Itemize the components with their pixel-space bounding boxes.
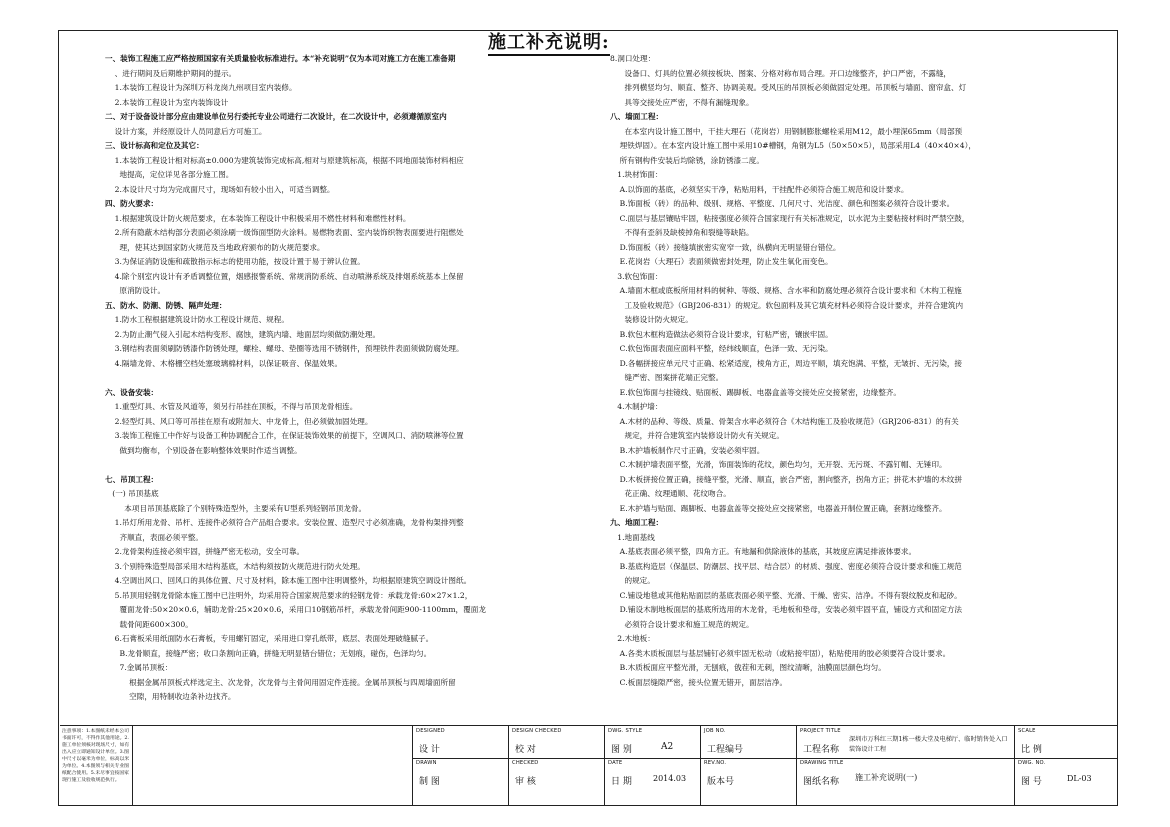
text-line: A.基底表面必须平整，四角方正。有地漏和供除液体的基底，其坡度应满足排液体要求。 <box>610 547 917 556</box>
text-line: C.面层与基层镶贴牢固，粘接强度必须符合国家现行有关标准规定，以水泥为主要粘接材料时严禁空鼓， <box>610 213 970 223</box>
text-line: E.花岗岩（大理石）表面须做密封处理，防止发生氧化而变色。 <box>610 257 833 266</box>
text-line: 4.除个别室内设计有矛盾调整位置，烟感报警系统、常规消防系统、自动喷淋系统及排烟系统基本上保留 <box>105 271 464 281</box>
text-line: 覆面龙骨:50×20×0.6，辅助龙骨:25×20×0.6，采用口10钢筋吊杆，承载龙骨间距900-1100mm，覆面龙 <box>105 605 486 614</box>
text-line: 6.石膏板采用纸面防水石膏板，专用螺钉固定，采用进口穿孔纸带，底层、表面处理破缝腻子。 <box>105 634 434 643</box>
text-line: 1.防水工程根据建筑设计防水工程设计规范、规程。 <box>105 315 289 324</box>
text-line: 2.为防止潮气侵入引起木结构变形、腐蚀，建筑内墙、地面层均须做防潮处理。 <box>105 329 381 339</box>
design-checked-cell: DESIGN CHECKED 校 对 <box>508 726 604 758</box>
text-line: 九、地面工程： <box>610 518 664 527</box>
designed-cell: DESIGNED 设 计 <box>412 726 508 758</box>
text-line: 7.金属吊顶板： <box>105 663 173 672</box>
text-line: 2.本装饰工程设计为室内装饰设计 <box>105 97 229 107</box>
text-line: 理，使其达到国家防火规范及当地政府颁布的防火规范要求。 <box>105 242 325 252</box>
text-line: 本项目吊顶基底除了个别特殊造型外，主要采有U型系列轻钢吊顶龙骨。 <box>105 503 367 513</box>
text-line: 设计方案，并经原设计人员同意后方可施工。 <box>105 126 267 136</box>
text-line: 根据金属吊顶板式样选定主、次龙骨，次龙骨与主骨间用固定件连接。金属吊顶板与四周墙面所留 <box>105 677 456 687</box>
text-line: 1.重型灯具、水管及风道等，须另行吊挂在顶板，不得与吊顶龙骨相连。 <box>105 402 358 411</box>
text-line: 3.钢结构表面须刷防锈漆作防锈处理，螺栓、螺母、垫圈等选用不锈钢件，预埋铁件表面须做防腐处理。 <box>105 344 464 353</box>
text-line: 1.根据建筑设计防火规范要求，在本装饰工程设计中积极采用不燃性材料和难燃性材料。 <box>105 213 411 223</box>
dwg-no-cell: DWG. NO. 图 号 DL-03 <box>1014 758 1117 806</box>
text-line: (一) 吊顶基底 <box>105 489 159 498</box>
text-line: 七、吊顶工程： <box>105 474 159 484</box>
text-line: 1.本装饰工程设计为深圳万科龙岗九州项目室内装修。 <box>105 83 297 92</box>
text-line: 5.吊顶用轻钢龙骨除本施工图中已注明外，均采用符合国家规范要求的轻钢龙骨：承载龙骨:60×27×1.2， <box>105 590 473 600</box>
scale-cell: SCALE 比 例 <box>1014 726 1117 758</box>
text-line: C.软包饰面表面应面料平整，经纬线顺直，色泽一致、无污染。 <box>610 344 833 353</box>
text-line: E.木护墙与贴面、踢脚板、电器盒盖等交接处应交接紧密，电器盖开制位置正确，套割边缘整齐。 <box>610 503 947 513</box>
text-line: 3.软包饰面： <box>610 271 663 281</box>
document-title: 施工补充说明: <box>488 32 610 56</box>
drawn-cell: DRAWN 制 图 <box>412 758 508 806</box>
text-line: 2.本设计尺寸均为完成面尺寸，现场如有较小出入，可适当调整。 <box>105 184 335 194</box>
text-line: 二、对于设备设计部分应由建设单位另行委托专业公司进行二次设计，在二次设计中，必须遵循原室内 <box>105 112 447 121</box>
date-cell: DATE 日 期 2014.03 <box>604 758 700 806</box>
text-line: A.墙面木框或底板所用材料的树种、等级、规格、含水率和防腐处理必须符合设计要求和《木构工程施 <box>610 286 962 295</box>
text-line: 3.为保证消防设施和疏散指示标志的使用功能，按设计置于易于辨认位置。 <box>105 257 365 266</box>
title-block <box>60 725 1117 805</box>
notes-text: 注意事项：1.本图纸未经本公司书面许可，不得作其他用途。2.施工单位须核对现场尺寸，如有出入应立即通知设计单位。3.图中尺寸以毫米为单位，标高以米为单位。4.本图须与相关专业图纸配合使用。5.未尽事宜按国家现行施工及验收规范执行。 <box>62 729 130 783</box>
text-line: 原消防设计。 <box>105 286 166 295</box>
text-line: 齐顺直，表面必须平整。 <box>105 532 204 542</box>
text-line: 做到均衡布，个别设备在影响整体效果时作适当调整。 <box>105 445 302 455</box>
text-line: 3.装饰工程施工中作好与设备工种协调配合工作，在保证装饰效果的前提下，空调风口、消防喷淋等位置 <box>105 431 464 440</box>
text-line <box>105 458 595 473</box>
text-line: B.木护墙板制作尺寸正确，安装必须牢固。 <box>610 445 765 455</box>
text-line: A.各类木质板面层与基层铺钉必须牢固无松动（或粘接牢固），粘贴使用的胶必须要符合设计要求。 <box>610 648 951 658</box>
left-column <box>105 52 595 705</box>
text-line <box>105 371 595 386</box>
text-line: 2.龙骨架构连接必须牢固，拼缝严密无松动，安全可靠。 <box>105 547 305 556</box>
text-line: 2.所有隐蔽木结构部分表面必须涂刷一级饰面型防火涂料。易燃物表面、室内装饰织物表面要进行阻燃处 <box>105 228 464 237</box>
text-line: 三、设计标高和定位及其它： <box>105 141 204 150</box>
text-line: 不得有歪斜及缺棱掉角和裂缝等缺陷。 <box>610 228 754 237</box>
text-line: 4.空调出风口、回风口的具体位置、尺寸及材料，除本施工图中注明调整外，均根据原建筑空调设计图纸。 <box>105 576 472 585</box>
text-line: C.铺设地毯或其他粘贴面层的基底表面必须平整、光滑、干燥、密实、洁净。不得有裂纹脱皮和起砂。 <box>610 590 962 600</box>
text-line: 地提高，定位详见各部分施工图。 <box>105 170 234 179</box>
text-line: 具等交接处应严密，不得有漏缝现象。 <box>610 97 754 107</box>
text-line: 五、防水、防潮、防锈、隔声处理： <box>105 300 227 310</box>
text-line: C.板面层缝隙严密，接头位置无错开，面层洁净。 <box>610 677 788 687</box>
text-line: 1.地面基线 <box>610 532 655 542</box>
blank-cell <box>132 726 412 806</box>
text-line: B.龙骨顺直，接缝严密；收口条割向正确，拼缝无明显错台错位；无划痕，碰伤，色泽均匀。 <box>105 648 432 658</box>
job-no-cell: JOB NO. 工程编号 <box>700 726 796 758</box>
text-line: D.饰面板（砖）接缝填嵌密实宽窄一致，纵横向无明显错台错位。 <box>610 242 841 252</box>
text-line: D.木板拼接位置正确，接缝平整，光滑、顺直，嵌合严密，割向整齐，拐角方正；拼花木护墙的木纹拼 <box>610 474 963 484</box>
text-line: 工及验收规范》（GBJ206-831）的规定。软包面料及其它填充材料必须符合设计要求，并符合建筑内 <box>610 300 964 310</box>
text-line: D.各幅拼接应单元尺寸正确、松紧适度，棱角方正，周边平顺，填充饱满、平整，无皱折、无污染，接 <box>610 358 963 368</box>
text-line: 4.隔墙龙骨、木格栅空档处塞玻璃棉材料，以保证吸音、保温效果。 <box>105 358 343 368</box>
text-line: 在本室内设计施工图中，干挂大理石（花岗岩）用钢制膨胀螺栓采用M12，最小埋深65mm（局部预 <box>610 126 963 136</box>
text-line: E.软包饰面与挂镜线、贴面板、踢脚板、电器盒盖等交接处应交接紧密，边缘整齐。 <box>610 387 901 397</box>
text-line: 花正确、纹理通顺、花纹吻合。 <box>610 489 731 498</box>
text-line: B.基底构造层（保温层、防潮层、找平层、结合层）的材质、强度、密度必须符合设计要求和施工规范 <box>610 561 962 571</box>
text-line: 必须符合设计要求和施工规范的规定。 <box>610 619 754 629</box>
text-line: B.软包木框构造做法必须符合设计要求，钉粘严密，镶嵌牢固。 <box>610 329 833 339</box>
text-line: 排列横竖均匀、顺直、整齐、协调美观。受风压的吊顶板必须做固定处理。吊顶板与墙面、窗帘盒、灯 <box>610 83 967 92</box>
rev-no-cell: REV.NO. 版本号 <box>700 758 796 806</box>
project-title-cell: PROJECT TITLE 工程名称 深圳市万科红三期1栋一楼大堂及电梯厅、临时销售处入口 装饰设计工程 <box>796 726 1014 758</box>
text-line: 1.吊灯所用龙骨、吊杆、连接件必须符合产品组合要求。安装位置、造型尺寸必须准确，龙骨构架排列整 <box>105 518 464 527</box>
text-line: C.木制护墙表面平整，光滑，饰面装饰的花纹，颜色均匀，无开裂、无污斑、不露钉帽、无锤印。 <box>610 460 947 469</box>
text-line: 2.轻型灯具、风口等可吊挂在原有或附加大、中龙骨上，但必须做加固处理。 <box>105 416 373 426</box>
text-line: 1.本装饰工程设计相对标高±0.000为建筑装饰完成标高,相对与原建筑标高，根据不同地面装饰材料相应 <box>105 155 464 165</box>
text-line: A.木材的品种、等级、质量、骨架含水率必须符合《木结构施工及验收规范》（GRJ206-831）的有关 <box>610 416 959 426</box>
text-line: 装修设计防火规定。 <box>610 315 693 324</box>
text-line: D.铺设木制地板面层的基底所选用的木龙骨，毛地板和垫母，安装必须牢固平直，铺设方式和固定方法 <box>610 605 963 614</box>
text-line: B.木质板面应平整光滑，无刨痕，戗茬和无刺，图纹清晰，油膜面层颜色均匀。 <box>610 663 886 672</box>
text-line: 的规定。 <box>610 576 655 585</box>
checked-cell: CHECKED 审 核 <box>508 758 604 806</box>
dwg-style-cell: DWG. STYLE 图 别 A2 <box>604 726 700 758</box>
text-line: 一、装饰工程施工应严格按照国家有关质量验收标准进行。本“补充说明”仅为本司对施工方在施工准备期 <box>105 54 456 63</box>
text-line: 缝严密、图案拼花端正完整。 <box>610 373 724 382</box>
right-column <box>610 52 1110 690</box>
text-line: 8.洞口处理： <box>610 54 656 63</box>
text-line: 载骨间距600×300。 <box>105 619 193 629</box>
text-line: B.饰面板（砖）的品种、级别、规格、平整度、几何尺寸、光洁度、颜色和图案必须符合设计要求。 <box>610 199 955 208</box>
text-line: A.以饰面的基底，必须坚实干净，粘贴用料，干挂配件必须符合施工规范和设计要求。 <box>610 184 909 194</box>
notes-cell <box>60 726 132 806</box>
text-line: 3.个别特殊造型局部采用木结构基底，木结构须按防火规范进行防火处理。 <box>105 561 365 571</box>
text-line: 空隙，用特制收边条补边找齐。 <box>105 692 236 701</box>
text-line: 4.木制护墙： <box>610 402 663 411</box>
text-line: 所有钢构件安装后均除锈，涂防锈漆二度。 <box>610 155 764 165</box>
text-line: 1.块材饰面： <box>610 170 663 179</box>
text-line: 、进行期间及后期维护期间的提示。 <box>105 68 237 78</box>
text-line: 设备口、灯具的位置必须按板块、图案、分格对称布局合理。开口边缘整齐，护口严密，不露缝， <box>610 68 952 78</box>
text-line: 四、防火要求： <box>105 199 159 208</box>
text-line: 规定，并符合建筑室内装修设计防火有关规定。 <box>610 431 784 440</box>
text-line: 六、设备安装： <box>105 387 159 397</box>
drawing-title-cell: DRAWING TITLE 图纸名称 施工补充说明(一) <box>796 758 1014 806</box>
text-line: 埋铁焊固）。在本室内设计施工图中采用10#槽钢，角钢为L5（50×50×5），局部采用L4（40×40×4）， <box>610 141 976 150</box>
text-line: 八、墙面工程： <box>610 112 664 121</box>
text-line: 2.木地板： <box>610 634 655 643</box>
